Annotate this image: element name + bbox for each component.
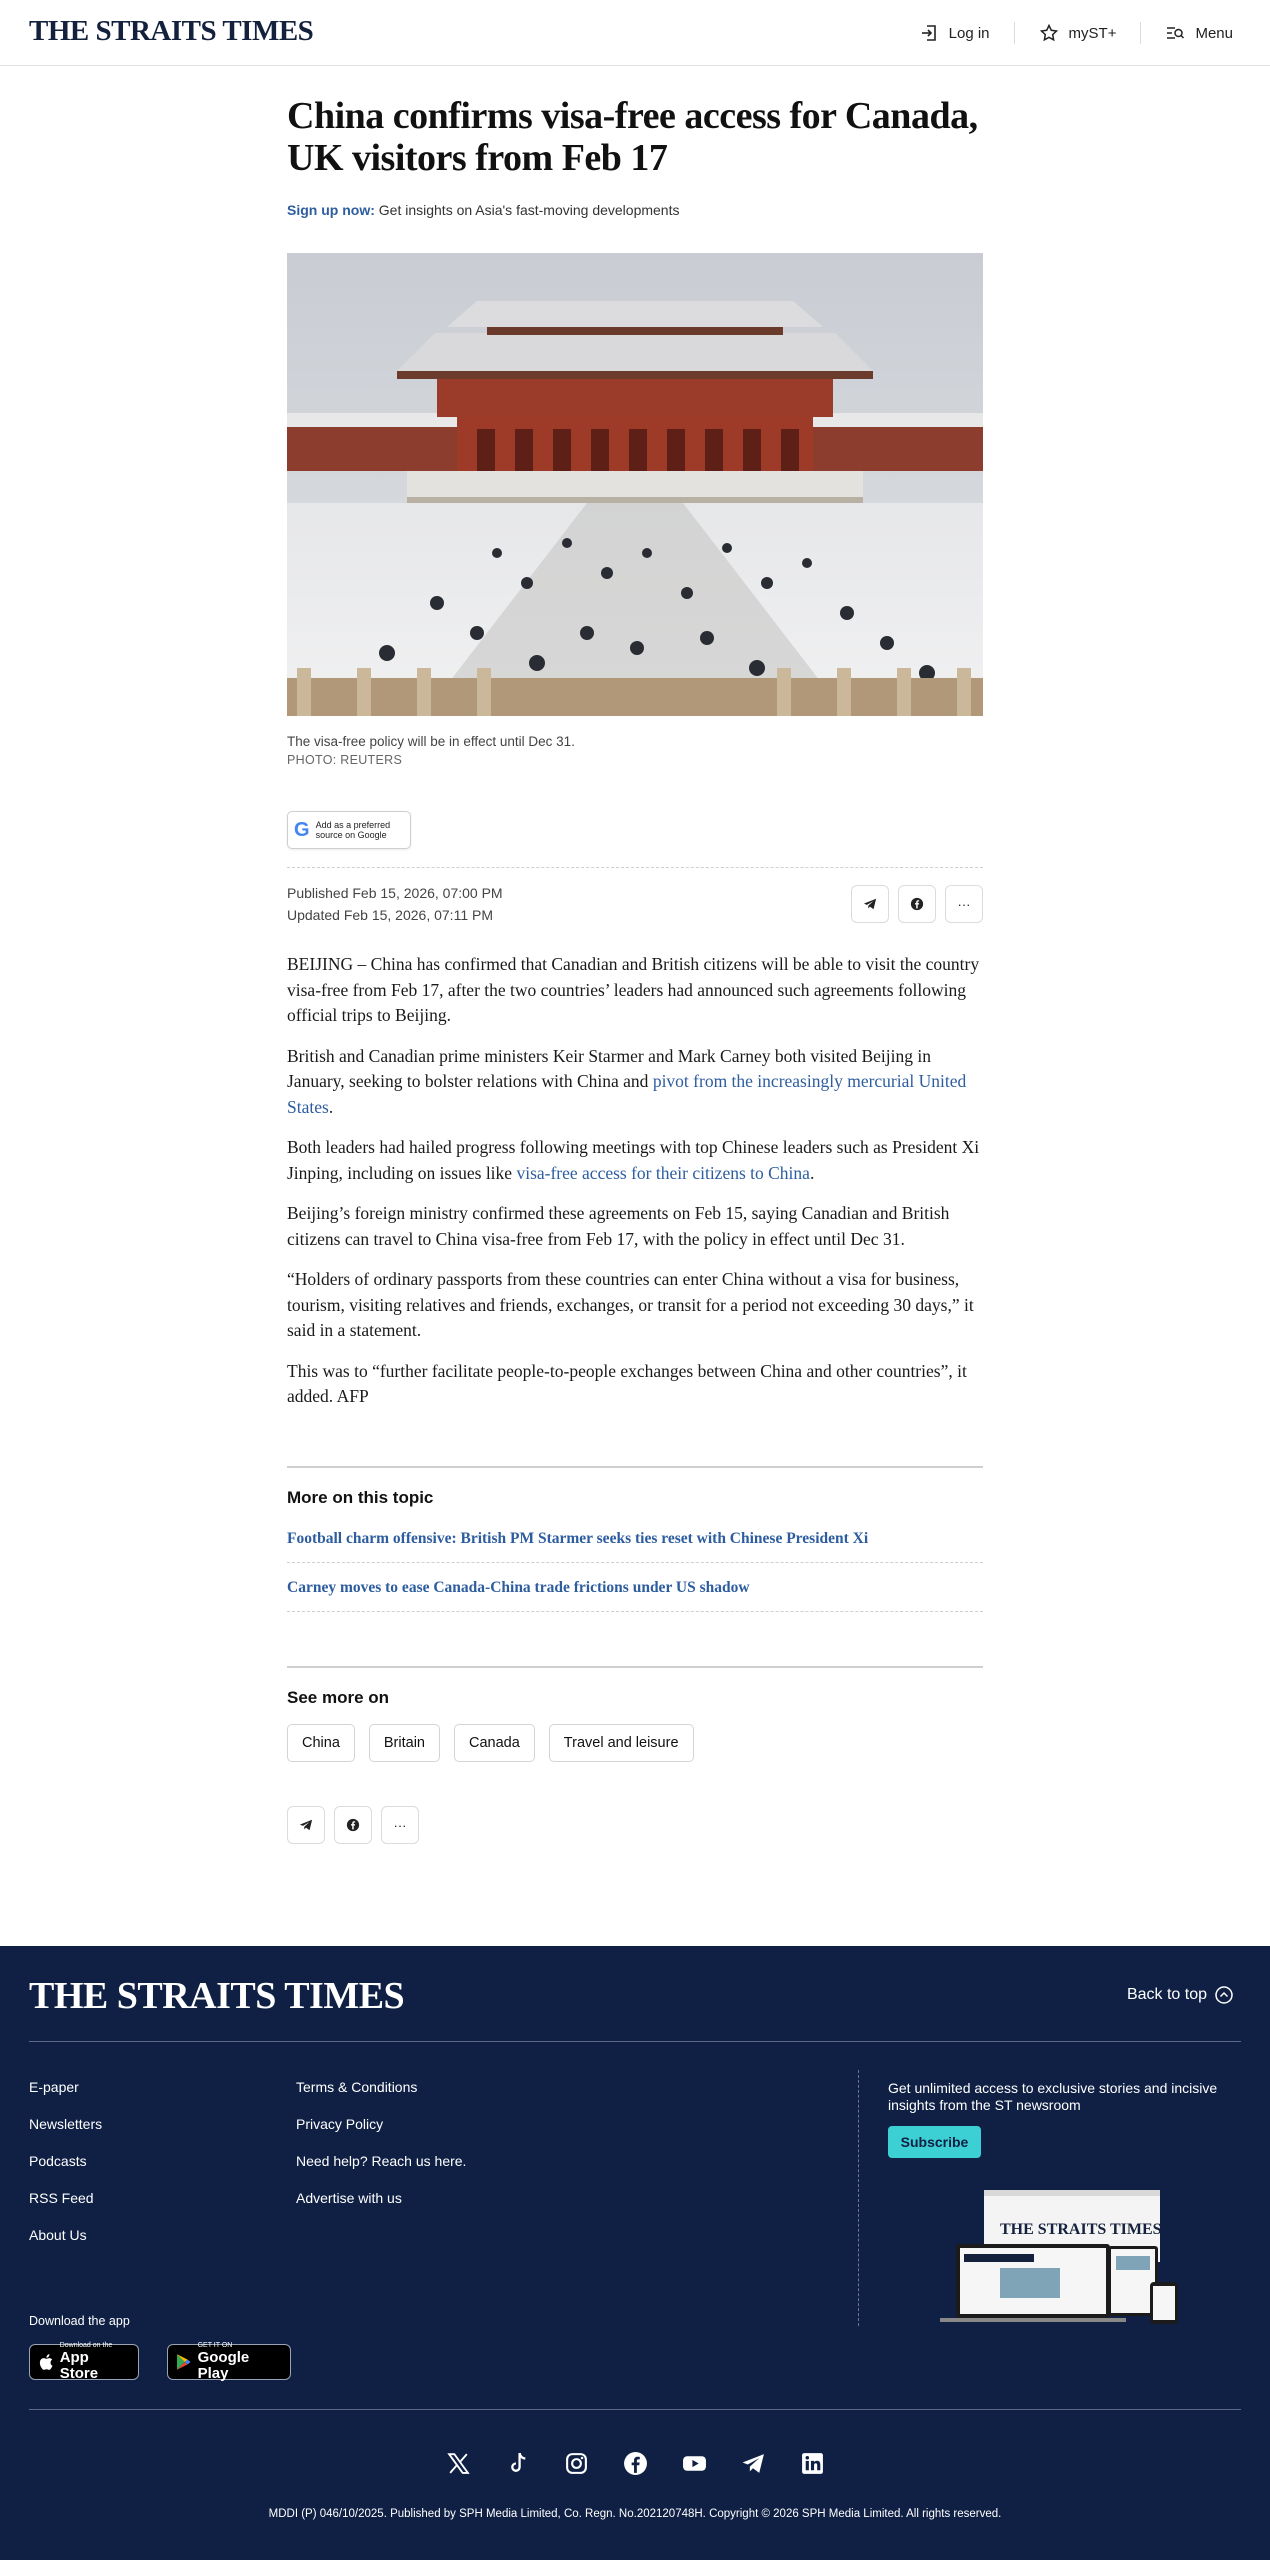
menu-label: Menu bbox=[1195, 24, 1233, 42]
footer-links-col1 bbox=[29, 2080, 102, 2265]
social-links bbox=[0, 2451, 1270, 2476]
link-pivot-us[interactable]: pivot from the increasingly mercurial United States bbox=[287, 1071, 967, 1117]
paragraph-3-end: . bbox=[809, 1162, 815, 1183]
app-store-text bbox=[60, 2342, 130, 2382]
app-store-badges bbox=[29, 2344, 291, 2380]
share-row-top bbox=[851, 885, 983, 923]
footer-link-podcasts[interactable]: Podcasts bbox=[29, 2153, 87, 2169]
facebook-link[interactable] bbox=[623, 2451, 648, 2476]
tiktok-link[interactable] bbox=[505, 2451, 530, 2476]
google-badge-line1: Add as a preferred bbox=[315, 820, 391, 830]
paragraph-5: “Holders of ordinary passports from these countries can enter China without a visa for business, tourism, visiting relatives and friends, exchanges, or transit for a period not exceeding 30 days,” it said in a statement. bbox=[287, 1269, 974, 1340]
subscribe-button[interactable]: Subscribe bbox=[888, 2126, 981, 2158]
download-app-label: Download the app bbox=[29, 2314, 130, 2328]
star-icon bbox=[1039, 23, 1059, 43]
hero-image bbox=[287, 253, 983, 716]
share-more-button[interactable]: ··· bbox=[945, 885, 983, 923]
forbidden-city-snow-image bbox=[287, 253, 983, 716]
see-more-on bbox=[287, 1666, 983, 1762]
linkedin-icon bbox=[800, 2451, 825, 2476]
more-on-topic-list bbox=[287, 1530, 983, 1612]
paragraph-1: BEIJING – China has confirmed that Canadian and British citizens will be able to visit the country visa-free from Feb 17, after the two countries’ leaders had announced such agreements following official trips to Beijing. bbox=[287, 954, 980, 1025]
footer-vertical-divider bbox=[858, 2070, 859, 2326]
telegram-icon bbox=[863, 897, 877, 911]
site-header bbox=[0, 0, 1270, 66]
footer-links-col2 bbox=[296, 2080, 466, 2228]
telegram-link[interactable] bbox=[741, 2451, 766, 2476]
share-facebook-button[interactable] bbox=[334, 1806, 372, 1844]
google-play-text bbox=[198, 2342, 282, 2382]
telegram-icon bbox=[741, 2451, 766, 2476]
login-button[interactable] bbox=[895, 21, 1014, 45]
updated-date: Updated Feb 15, 2026, 07:11 PM bbox=[287, 907, 493, 923]
header-actions bbox=[895, 0, 1233, 66]
topic-tags bbox=[287, 1724, 983, 1762]
signup-prompt bbox=[287, 202, 983, 218]
google-badge-text bbox=[316, 820, 391, 840]
paragraph-2-text: British and Canadian prime ministers Keir Starmer and Mark Carney both visited Beijing in January, seeking to bolster relations with China and bbox=[287, 1045, 931, 1091]
telegram-icon bbox=[299, 1818, 313, 1832]
footer-link-advertise[interactable]: Advertise with us bbox=[296, 2190, 402, 2206]
subscribe-promo-text: Get unlimited access to exclusive stories and incisive insights from the ST newsroom bbox=[888, 2080, 1218, 2113]
app-store-button[interactable] bbox=[29, 2344, 139, 2380]
paragraph-2 bbox=[287, 1044, 983, 1121]
google-play-icon bbox=[176, 2353, 192, 2371]
more-on-topic-title: More on this topic bbox=[287, 1488, 434, 1507]
paragraph-6: This was to “further facilitate people-to-people exchanges between China and other countries”, it added. AFP bbox=[287, 1360, 967, 1406]
instagram-link[interactable] bbox=[564, 2451, 589, 2476]
share-more-button[interactable]: ··· bbox=[381, 1806, 419, 1844]
site-logo[interactable]: THE STRAITS TIMES bbox=[29, 15, 314, 47]
facebook-icon bbox=[910, 897, 924, 911]
footer-link-about[interactable]: About Us bbox=[29, 2227, 87, 2243]
google-logo-icon: G bbox=[294, 818, 310, 841]
footer-link-help[interactable]: Need help? Reach us here. bbox=[296, 2153, 467, 2169]
tiktok-icon bbox=[505, 2451, 530, 2476]
share-row-bottom bbox=[287, 1806, 419, 1844]
footer-logo[interactable]: THE STRAITS TIMES bbox=[29, 1975, 405, 2017]
link-visa-free-access[interactable]: visa-free access for their citizens to China bbox=[516, 1162, 810, 1183]
myst-label: myST+ bbox=[1068, 24, 1117, 42]
signup-text: Get insights on Asia's fast-moving developments bbox=[378, 202, 680, 218]
paragraph-3-text: Both leaders had hailed progress following meetings with top Chinese leaders such as President Xi Jinping, including on issues like bbox=[287, 1137, 980, 1183]
facebook-icon bbox=[623, 2451, 648, 2476]
footer-link-epaper[interactable]: E-paper bbox=[29, 2079, 79, 2095]
more-on-this-topic bbox=[287, 1466, 983, 1628]
article-body bbox=[287, 952, 983, 1425]
paragraph-3 bbox=[287, 1135, 983, 1186]
google-preferred-source-button[interactable] bbox=[287, 811, 411, 849]
image-caption: The visa-free policy will be in effect until Dec 31. bbox=[287, 734, 575, 749]
footer-link-privacy[interactable]: Privacy Policy bbox=[296, 2116, 384, 2132]
instagram-icon bbox=[564, 2451, 589, 2476]
tag-china[interactable]: China bbox=[287, 1724, 355, 1762]
youtube-icon bbox=[682, 2451, 707, 2476]
linkedin-link[interactable] bbox=[800, 2451, 825, 2476]
signup-link[interactable]: Sign up now: bbox=[287, 202, 375, 218]
chevron-up-circle-icon bbox=[1215, 1986, 1233, 2004]
x-icon bbox=[446, 2451, 471, 2476]
meta-divider bbox=[287, 867, 983, 868]
footer-link-rss[interactable]: RSS Feed bbox=[29, 2190, 94, 2206]
google-play-small: GET IT ON bbox=[197, 2342, 233, 2349]
image-credit: PHOTO: REUTERS bbox=[287, 753, 403, 767]
related-article-link[interactable]: Football charm offensive: British PM Starmer seeks ties reset with Chinese President Xi bbox=[287, 1530, 983, 1563]
footer-link-newsletters[interactable]: Newsletters bbox=[29, 2116, 103, 2132]
share-telegram-button[interactable] bbox=[851, 885, 889, 923]
related-article-link[interactable]: Carney moves to ease Canada-China trade frictions under US shadow bbox=[287, 1579, 983, 1612]
google-badge-line2: source on Google bbox=[315, 830, 387, 840]
back-to-top-label: Back to top bbox=[1126, 1986, 1207, 2003]
published-date: Published Feb 15, 2026, 07:00 PM bbox=[287, 885, 503, 901]
footer-divider bbox=[29, 2409, 1241, 2410]
login-icon bbox=[919, 23, 939, 43]
tag-canada[interactable]: Canada bbox=[454, 1724, 535, 1762]
share-telegram-button[interactable] bbox=[287, 1806, 325, 1844]
devices-illustration bbox=[940, 2186, 1200, 2326]
login-label: Log in bbox=[948, 24, 990, 42]
paragraph-4: Beijing’s foreign ministry confirmed these agreements on Feb 15, saying Canadian and British citizens can travel to China visa-free from Feb 17, with the policy in effect until Dec 31. bbox=[287, 1203, 950, 1249]
copyright-text: MDDI (P) 046/10/2025. Published by SPH Media Limited, Co. Regn. No.202120748H. Copyright © 2026 SPH Media Limited. All rights reserved. bbox=[268, 2508, 1002, 2520]
tag-travel-and-leisure[interactable]: Travel and leisure bbox=[549, 1724, 694, 1762]
menu-search-icon bbox=[1165, 23, 1185, 43]
apple-icon bbox=[38, 2353, 54, 2371]
youtube-link[interactable] bbox=[682, 2451, 707, 2476]
footer-divider bbox=[29, 2041, 1241, 2042]
app-store-small: Download on the bbox=[59, 2342, 113, 2349]
paragraph-2-end: . bbox=[328, 1096, 334, 1117]
share-facebook-button[interactable] bbox=[898, 885, 936, 923]
back-to-top-button[interactable] bbox=[1127, 1986, 1233, 2004]
see-more-title: See more on bbox=[287, 1688, 390, 1707]
site-footer bbox=[0, 1946, 1270, 2560]
footer-link-terms[interactable]: Terms & Conditions bbox=[296, 2079, 418, 2095]
article-headline: China confirms visa-free access for Canada, UK visitors from Feb 17 bbox=[287, 95, 978, 179]
svg-text:THE STRAITS TIMES: THE STRAITS TIMES bbox=[1000, 2221, 1162, 2238]
google-play-button[interactable] bbox=[167, 2344, 291, 2380]
app-store-big: App Store bbox=[59, 2349, 99, 2382]
menu-button[interactable] bbox=[1141, 21, 1233, 45]
x-twitter-link[interactable] bbox=[446, 2451, 471, 2476]
google-play-big: Google Play bbox=[197, 2349, 250, 2382]
article bbox=[287, 95, 983, 1833]
facebook-icon bbox=[346, 1818, 360, 1832]
myst-button[interactable] bbox=[1015, 21, 1141, 45]
tag-britain[interactable]: Britain bbox=[369, 1724, 440, 1762]
